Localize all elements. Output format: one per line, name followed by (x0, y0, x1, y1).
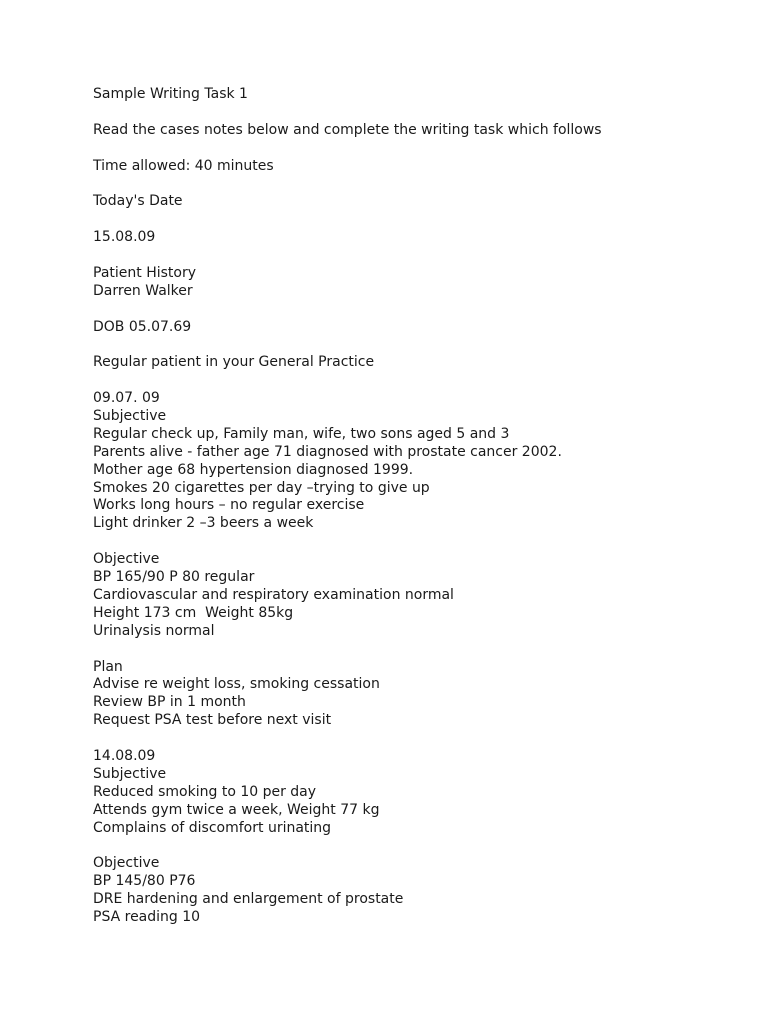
spacer (93, 104, 733, 122)
spacer (93, 372, 733, 390)
visit1-plan-line: Advise re weight loss, smoking cessation (93, 676, 380, 693)
visit1-subjective-heading: Subjective (93, 408, 167, 425)
spacer (93, 140, 733, 158)
visit2-objective-line: BP 145/80 P76 (93, 873, 196, 890)
spacer (93, 175, 733, 193)
time-allowed-text: Time allowed: 40 minutes (93, 157, 274, 174)
spacer (93, 247, 733, 265)
spacer (93, 211, 733, 229)
visit2-objective-heading: Objective (93, 855, 160, 872)
visit1-plan-heading: Plan (93, 658, 123, 675)
spacer (93, 837, 733, 855)
document-body (93, 86, 733, 927)
visit2-subjective-heading: Subjective (93, 765, 167, 782)
spacer (93, 301, 733, 319)
visit1-subjective-line: Smokes 20 cigarettes per day –trying to give up (93, 479, 430, 496)
visit2-subjective-line: Reduced smoking to 10 per day (93, 783, 317, 800)
spacer (93, 730, 733, 748)
visit2-date: 14.08.09 (93, 747, 156, 764)
visit2-objective-line: DRE hardening and enlargement of prostate (93, 891, 404, 908)
visit1-date: 09.07. 09 (93, 390, 160, 407)
visit2-subjective-line: Attends gym twice a week, Weight 77 kg (93, 801, 380, 818)
visit1-subjective-line: Parents alive - father age 71 diagnosed with prostate cancer 2002. (93, 443, 562, 460)
visit1-objective-line: Cardiovascular and respiratory examination normal (93, 586, 454, 603)
visit1-objective-line: Urinalysis normal (93, 622, 215, 639)
visit1-plan-line: Review BP in 1 month (93, 694, 246, 711)
document-title: Sample Writing Task 1 (93, 86, 248, 102)
visit2-subjective-line: Complains of discomfort urinating (93, 819, 332, 836)
instructions-text: Read the cases notes below and complete the writing task which follows (93, 121, 602, 138)
date-label: Today's Date (93, 193, 183, 210)
patient-history-label: Patient History (93, 264, 197, 281)
visit1-subjective-line: Light drinker 2 –3 beers a week (93, 515, 314, 532)
visit1-objective-line: BP 165/90 P 80 regular (93, 569, 255, 586)
visit1-subjective-line: Regular check up, Family man, wife, two sons aged 5 and 3 (93, 425, 510, 442)
visit1-objective-line: Height 173 cm Weight 85kg (93, 604, 294, 621)
visit1-objective-heading: Objective (93, 551, 160, 568)
visit1-plan-line: Request PSA test before next visit (93, 712, 332, 729)
patient-status: Regular patient in your General Practice (93, 354, 375, 371)
patient-dob: DOB 05.07.69 (93, 318, 192, 335)
spacer (93, 336, 733, 354)
spacer (93, 641, 733, 659)
visit1-subjective-line: Works long hours – no regular exercise (93, 497, 365, 514)
spacer (93, 533, 733, 551)
visit2-objective-line: PSA reading 10 (93, 908, 201, 925)
visit1-subjective-line: Mother age 68 hypertension diagnosed 1999. (93, 461, 414, 478)
date-value: 15.08.09 (93, 229, 156, 246)
patient-name: Darren Walker (93, 282, 193, 299)
